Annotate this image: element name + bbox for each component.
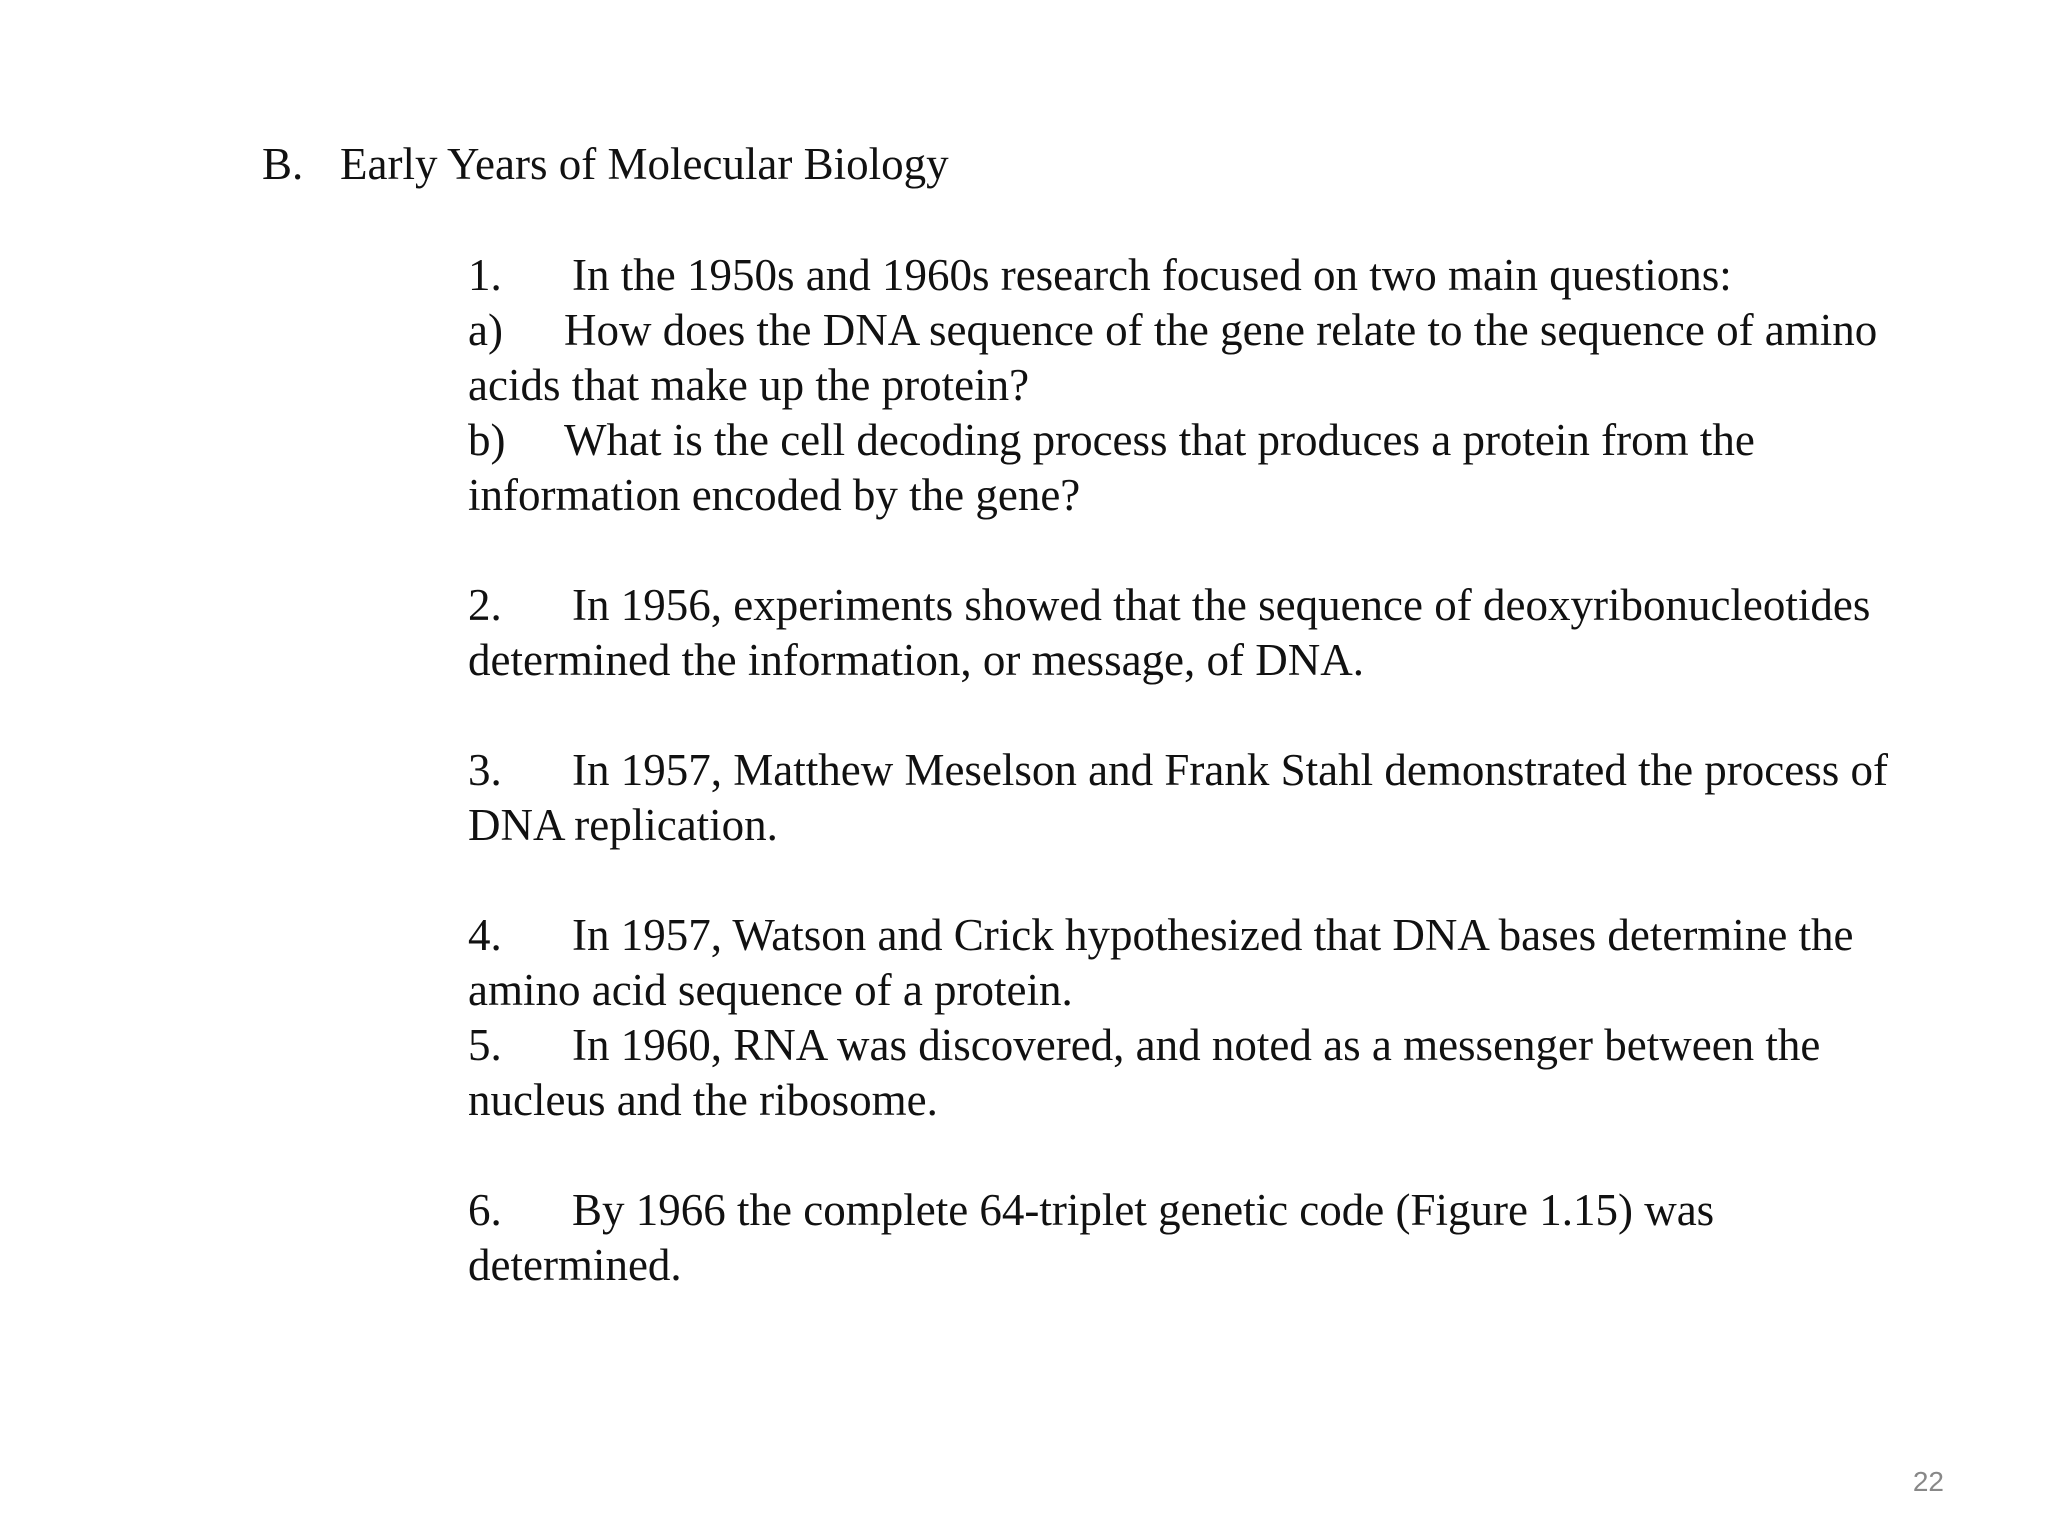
list-item-1	[468, 248, 1888, 303]
spacer	[468, 688, 1888, 743]
item-number: 4.	[468, 910, 502, 960]
item-text: In 1960, RNA was discovered, and noted as a messenger between the nucleus and the ribosome.	[468, 1020, 1821, 1125]
item-number: 6.	[468, 1185, 502, 1235]
section-title: Early Years of Molecular Biology	[340, 139, 949, 189]
content-body	[468, 248, 1888, 1293]
item-text: In the 1950s and 1960s research focused on two main questions:	[572, 250, 1732, 300]
list-item-3	[468, 743, 1888, 853]
list-item-2	[468, 578, 1888, 688]
section-letter: B.	[262, 139, 304, 189]
item-number: 1.	[468, 250, 502, 300]
sub-item-text: How does the DNA sequence of the gene relate to the sequence of amino acids that make up the protein?	[468, 305, 1878, 410]
spacer	[468, 853, 1888, 908]
spacer	[468, 1128, 1888, 1183]
spacer	[468, 523, 1888, 578]
sub-item-label: a)	[468, 305, 503, 355]
list-item-6	[468, 1183, 1888, 1293]
sub-item-a	[468, 303, 1888, 413]
sub-item-label: b)	[468, 415, 506, 465]
item-text: By 1966 the complete 64-triplet genetic code (Figure 1.15) was determined.	[468, 1185, 1715, 1290]
item-text: In 1956, experiments showed that the sequence of deoxyribonucleotides determined the information, or message, of DNA.	[468, 580, 1871, 685]
item-number: 3.	[468, 745, 502, 795]
sub-item-b	[468, 413, 1888, 523]
item-text: In 1957, Watson and Crick hypothesized that DNA bases determine the amino acid sequence of a protein.	[468, 910, 1854, 1015]
page-number: 22	[1912, 1466, 1944, 1497]
section-heading	[262, 136, 949, 192]
list-item-4	[468, 908, 1888, 1018]
item-number: 5.	[468, 1020, 502, 1070]
item-text: In 1957, Matthew Meselson and Frank Stahl demonstrated the process of DNA replication.	[468, 745, 1888, 850]
item-number: 2.	[468, 580, 502, 630]
list-item-5	[468, 1018, 1888, 1128]
sub-item-text: What is the cell decoding process that produces a protein from the information encoded by the gene?	[468, 415, 1755, 520]
